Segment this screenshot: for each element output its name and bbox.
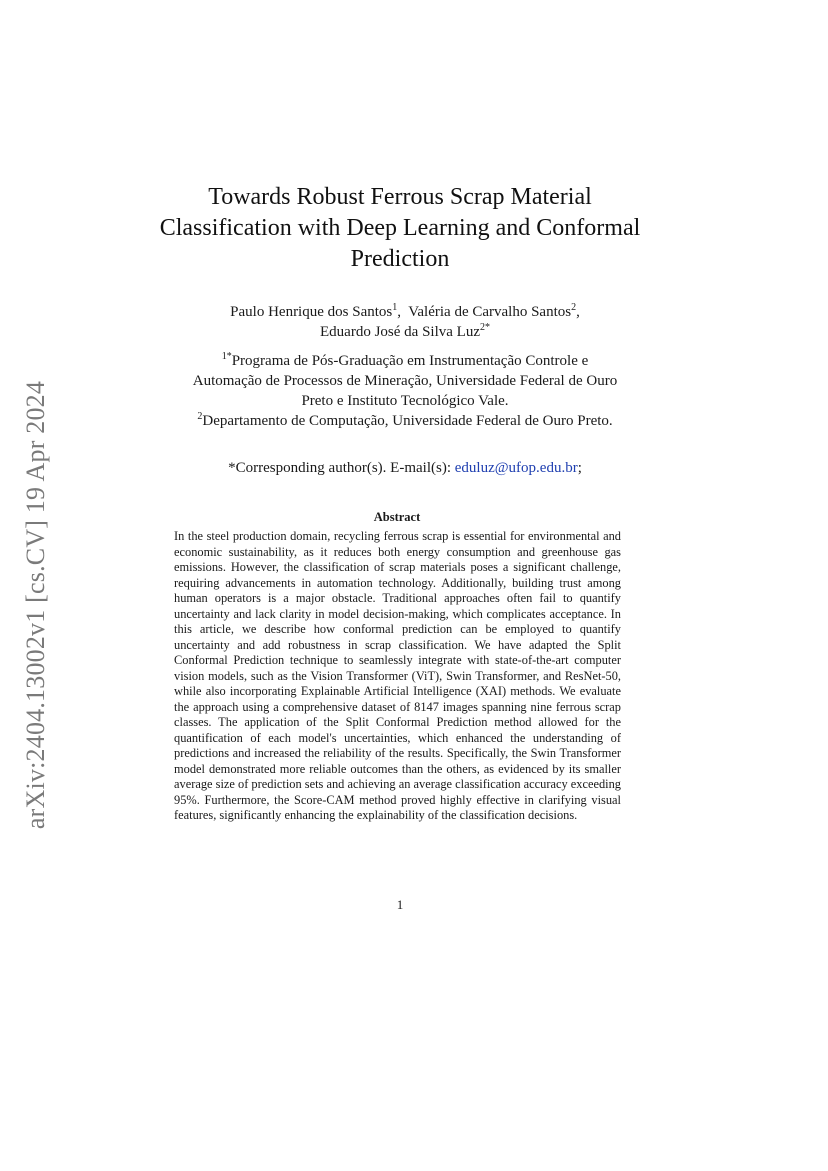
author-name: Valéria de Carvalho Santos	[408, 304, 572, 320]
corresponding-author	[140, 458, 670, 478]
affiliation-mark: 1	[392, 302, 398, 313]
affiliation-text: Programa de Pós-Graduação em Instrumentação Controle e	[231, 353, 589, 369]
abstract-body: In the steel production domain, recycling ferrous scrap is essential for environmental and economic sustainability, as it reduces both energy consumption and greenhouse gas emissions. However, the classification of scrap materials poses a significant challenge, requiring advancements in automation technology. Additionally, building trust among human operators is a major obstacle. Traditional approaches often fail to quantify uncertainty and lack clarity in model decision-making, which complicates acceptance. In this article, we describe how conformal prediction can be employed to quantify uncertainty and add robustness in scrap classification. We have adapted the Split Conformal Prediction technique to seamlessly integrate with state-of-the-art computer vision models, such as the Vision Transformer (ViT), Swin Transformer, and ResNet-50, while also incorporating Explainable Artificial Intelligence (XAI) methods. We evaluate the approach using a comprehensive dataset of 8147 images spanning nine ferrous scrap classes. The application of the Split Conformal Prediction method allowed for the quantification of each model's uncertainties, which enhanced the understanding of predictions and increased the reliability of the results. Specifically, the Swin Transformer model demonstrated more reliable outcomes than the others, as evidenced by its smaller average size of prediction sets and achieving an average classification accuracy exceeding 95%. Furthermore, the Score-CAM method proved highly effective in clarifying visual features, significantly enhancing the explainability of the classification decisions.	[174, 529, 621, 822]
affiliation-line	[140, 351, 670, 371]
affiliation-line	[140, 411, 670, 431]
abstract-heading: Abstract	[373, 510, 421, 524]
affiliation-line: Preto e Instituto Tecnológico Vale.	[301, 393, 509, 409]
author-list	[140, 302, 670, 342]
affiliation-mark: 2	[571, 302, 577, 313]
affiliation-text: Departamento de Computação, Universidade Federal de Ouro Preto.	[202, 413, 613, 429]
arxiv-identifier: arXiv:2404.13002v1 [cs.CV] 19 Apr 2024	[21, 380, 50, 830]
title-line: Prediction	[350, 246, 450, 272]
affiliations	[140, 351, 670, 431]
email-link[interactable]: eduluz@ufop.edu.br	[454, 460, 578, 476]
title-line: Classification with Deep Learning and Conformal	[159, 215, 641, 241]
affiliation-line: Automação de Processos de Mineração, Universidade Federal de Ouro	[192, 373, 618, 389]
affiliation-mark: 2*	[479, 322, 490, 333]
author-line-1	[140, 302, 670, 322]
author-name: Paulo Henrique dos Santos	[230, 304, 393, 320]
corresponding-suffix: ;	[577, 460, 582, 476]
author-separator: ,	[576, 304, 580, 320]
affiliation-mark: 2	[197, 411, 203, 422]
title-line: Towards Robust Ferrous Scrap Material	[208, 184, 592, 210]
author-name: Eduardo José da Silva Luz	[320, 324, 480, 340]
author-separator: ,	[397, 304, 409, 320]
arxiv-sidebar	[16, 360, 56, 850]
author-line-2	[140, 322, 670, 342]
page-number: 1	[396, 897, 404, 912]
affiliation-mark: 1*	[221, 351, 232, 362]
corresponding-label: *Corresponding author(s). E-mail(s):	[228, 460, 455, 476]
paper-title	[140, 182, 660, 275]
